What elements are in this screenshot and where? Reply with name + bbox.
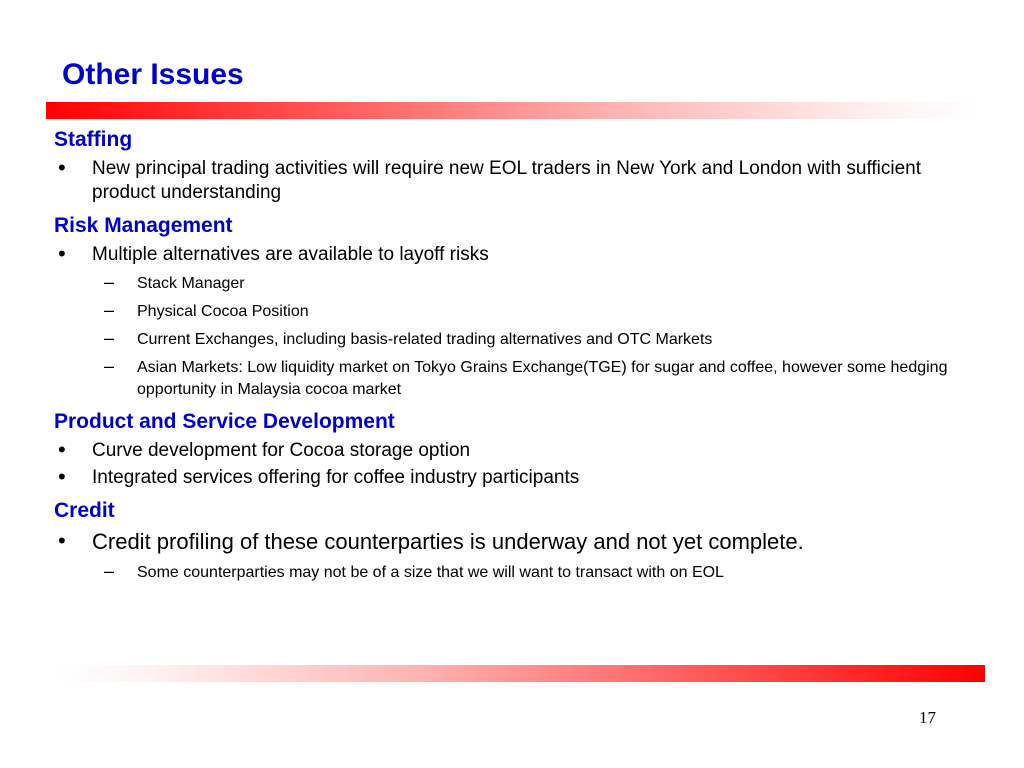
- bullet-marker: •: [58, 528, 66, 553]
- sub-bullet-item: [54, 562, 959, 584]
- dash-marker: –: [104, 300, 115, 320]
- sub-bullet-item: [54, 357, 959, 401]
- bullet-marker: •: [58, 241, 66, 266]
- sub-bullet-text: Physical Cocoa Position: [137, 303, 309, 320]
- dash-marker: –: [104, 272, 115, 292]
- slide-body: [54, 126, 959, 584]
- bullet-item: [54, 157, 959, 205]
- dash-marker: –: [104, 328, 115, 348]
- sub-bullet-text: Asian Markets: Low liquidity market on Tokyo Grains Exchange(TGE) for sugar and coffee, however some hedging opportunity in Malaysia cocoa market: [137, 359, 948, 398]
- bullet-marker: •: [58, 464, 66, 489]
- section-heading-risk-management: Risk Management: [54, 214, 233, 237]
- bullet-item: [54, 528, 959, 556]
- section-heading-product-service: Product and Service Development: [54, 410, 395, 433]
- section-heading-credit: Credit: [54, 499, 115, 522]
- sub-bullet-text: Some counterparties may not be of a size that we will want to transact with on EOL: [137, 564, 724, 581]
- bullet-text: Credit profiling of these counterparties is underway and not yet complete.: [92, 529, 804, 554]
- bullet-text: Curve development for Cocoa storage option: [92, 440, 471, 461]
- dash-marker: –: [104, 561, 115, 581]
- bullet-marker: •: [58, 155, 66, 180]
- sub-bullet-item: [54, 301, 959, 323]
- bullet-text: Integrated services offering for coffee industry participants: [92, 467, 580, 488]
- bullet-item: [54, 243, 959, 267]
- section-heading-staffing: Staffing: [54, 128, 133, 151]
- bullet-item: [54, 466, 959, 490]
- slide-title: Other Issues: [62, 58, 244, 91]
- title-underline-bar: [46, 102, 978, 119]
- footer-accent-bar: [58, 665, 985, 682]
- sub-bullet-item: [54, 273, 959, 295]
- page-number: 17: [919, 708, 936, 727]
- bullet-text: Multiple alternatives are available to layoff risks: [92, 244, 489, 265]
- dash-marker: –: [104, 356, 115, 376]
- bullet-marker: •: [58, 437, 66, 462]
- sub-bullet-text: Stack Manager: [137, 275, 245, 292]
- bullet-item: [54, 439, 959, 463]
- sub-bullet-item: [54, 329, 959, 351]
- bullet-text: New principal trading activities will require new EOL traders in New York and London with sufficient product understanding: [92, 158, 922, 203]
- sub-bullet-text: Current Exchanges, including basis-related trading alternatives and OTC Markets: [137, 331, 713, 348]
